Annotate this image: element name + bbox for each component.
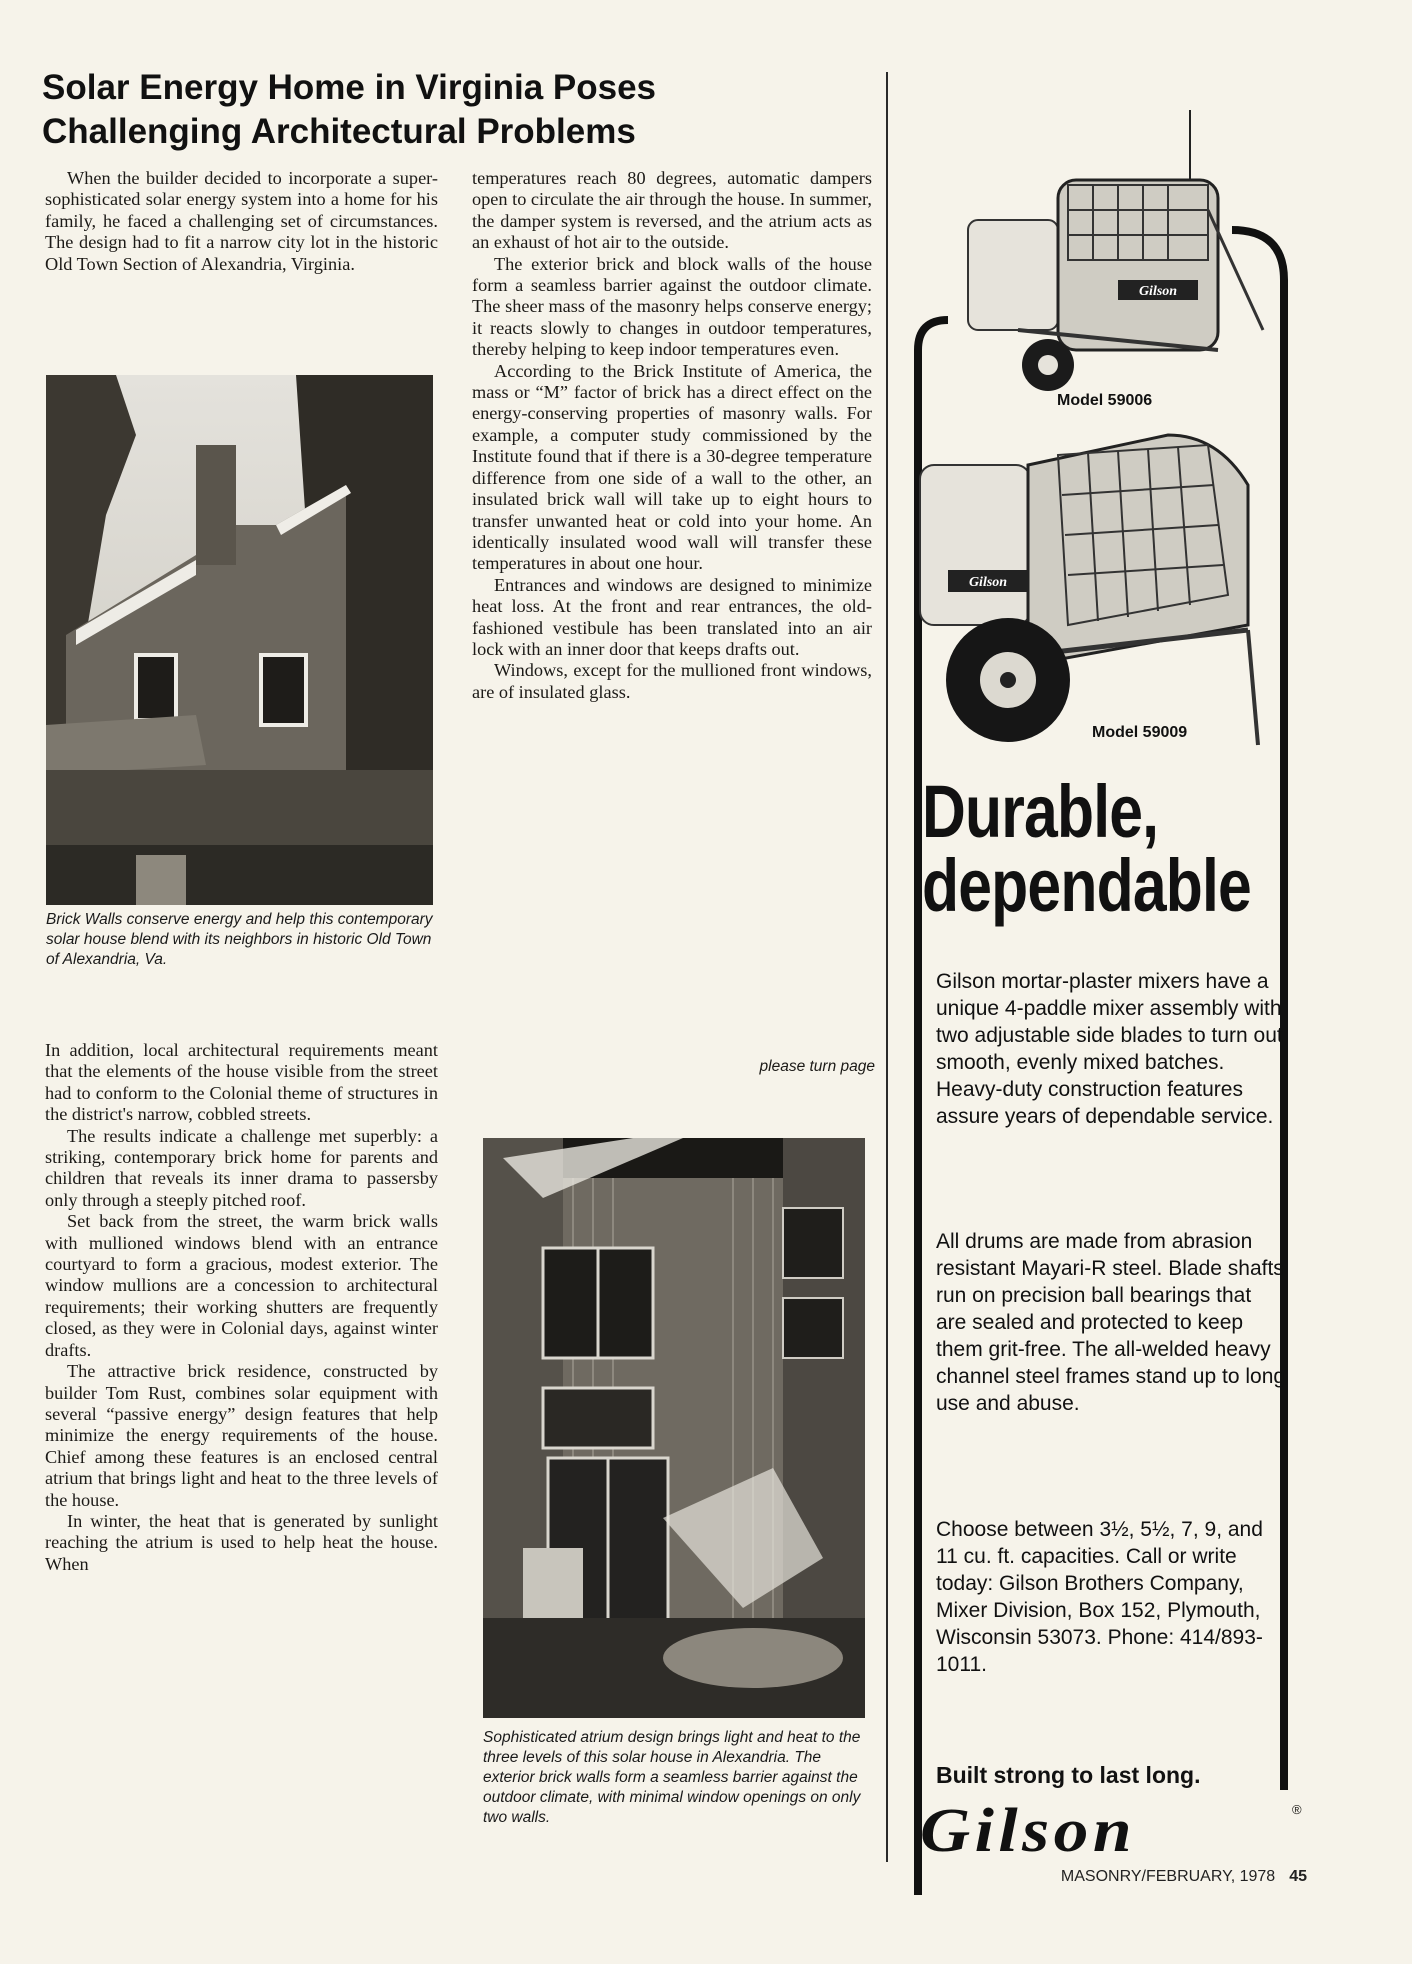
- article-column-1-top: [45, 168, 438, 275]
- headline-line-2: Challenging Architectural Problems: [42, 112, 636, 151]
- mixer-model-59009-illustration: [918, 425, 1288, 765]
- atrium-photo: [483, 1138, 865, 1718]
- ad-headline-line-2: dependable: [922, 844, 1251, 927]
- paragraph: In winter, the heat that is generated by sunlight reaching the atrium is used to help heat the house. When: [45, 1510, 438, 1574]
- publication-date: MASONRY/FEBRUARY, 1978: [1060, 1868, 1276, 1885]
- model-59006-label: Model 59006: [1057, 392, 1153, 409]
- registered-mark: ®: [1292, 1802, 1302, 1817]
- paragraph: The exterior brick and block walls of the house form a seamless barrier against the outdoor climate. The sheer mass of the masonry helps conserve energy; it reacts slowly to changes in outdoor temperatures, thereby helping to keep indoor temperatures even.: [472, 253, 872, 360]
- paragraph: temperatures reach 80 degrees, automatic dampers open to circulate the air through the house. In summer, the damper system is reversed, and the atrium acts as an exhaust of hot air to the outside.: [472, 168, 872, 253]
- mixer-1-brand-badge: Gilson: [1138, 284, 1178, 299]
- paragraph: Set back from the street, the warm brick walls with mullioned windows blend with an entrance courtyard to form a gracious, modest exterior. The window mullions are a concession to architectural requirements; their working shutters are frequently closed, as they were in Colonial days, against winter drafts.: [45, 1211, 438, 1360]
- turn-page-note: please turn page: [759, 1058, 875, 1075]
- photo-caption-2: Sophisticated atrium design brings light and heat to the three levels of this solar house in Alexandria. The exterior brick walls form a seamless barrier against the outdoor climate, with minimal window openings on only two walls.: [483, 1729, 861, 1826]
- paragraph: According to the Brick Institute of America, the mass or “M” factor of brick has a direct effect on the energy-conserving properties of masonry walls. For example, a computer study commissioned by the Institute found that if there is a 30-degree temperature difference from one side of a wall to the other, an insulated brick wall will take up to eight hours to transfer unwanted heat or cold into your home. An identically insulated wood wall will transfer these temperatures in about one hour.: [472, 360, 872, 574]
- ad-headline-line-1: Durable,: [922, 770, 1159, 853]
- paragraph: Entrances and windows are designed to minimize heat loss. At the front and rear entrances, the old-fashioned vestibule has been translated into an air lock with an inner door that keeps drafts out.: [472, 574, 872, 659]
- ad-contact-paragraph: Choose between 3½, 5½, 7, 9, and 11 cu. ft. capacities. Call or write today: Gilson Brothers Company, Mixer Division, Box 152, Plymouth, Wisconsin 53073. Phone: 414/893-1011.: [936, 1518, 1263, 1676]
- ad-headline: [922, 770, 1251, 927]
- article-column-2: [472, 168, 872, 703]
- page-number: 45: [1289, 1868, 1307, 1885]
- model-59009-label: Model 59009: [1092, 724, 1188, 741]
- gilson-logo: [920, 1797, 1310, 1865]
- brand-wordmark: Gilson: [920, 1797, 1136, 1865]
- brick-house-photo: [46, 375, 433, 905]
- mixer-model-59006-illustration: [918, 110, 1278, 410]
- ad-body-paragraph: Gilson mortar-plaster mixers have a unique 4-paddle mixer assembly with two adjustable side blades to turn out smooth, evenly mixed batches. Heavy-duty construction features assure years of dependable service.: [936, 970, 1283, 1128]
- column-divider: [886, 72, 888, 1862]
- paragraph: When the builder decided to incorporate a super-sophisticated solar energy system into a home for his family, he faced a challenging set of circumstances. The design had to fit a narrow city lot in the historic Old Town Section of Alexandria, Virginia.: [45, 168, 438, 274]
- article-headline: [42, 66, 882, 154]
- article-column-1-bottom: [45, 1040, 438, 1575]
- ad-body-paragraph: All drums are made from abrasion resistant Mayari-R steel. Blade shafts run on precision ball bearings that are sealed and protected to keep them grit-free. The all-welded heavy channel steel frames stand up to long use and abuse.: [936, 1230, 1286, 1415]
- mixer-2-brand-badge: Gilson: [968, 575, 1008, 590]
- paragraph: In addition, local architectural requirements meant that the elements of the house visible from the street had to conform to the Colonial theme of structures in the district's narrow, cobbled streets.: [45, 1040, 438, 1125]
- photo-caption-1: Brick Walls conserve energy and help this contemporary solar house blend with its neighbors in historic Old Town of Alexandria, Va.: [46, 911, 433, 968]
- page-footer: [1061, 1868, 1307, 1886]
- paragraph: The results indicate a challenge met superbly: a striking, contemporary brick home for parents and children that reveals its inner drama to passersby only through a steeply pitched roof.: [45, 1125, 438, 1210]
- paragraph: Windows, except for the mullioned front windows, are of insulated glass.: [472, 660, 872, 702]
- ad-tagline: Built strong to last long.: [936, 1762, 1201, 1788]
- paragraph: The attractive brick residence, constructed by builder Tom Rust, combines solar equipment with several “passive energy” design features that help minimize the energy requirements of the house. Chief among these features is an enclosed central atrium that brings light and heat to the three levels of the house.: [45, 1361, 438, 1510]
- headline-line-1: Solar Energy Home in Virginia Poses: [42, 68, 657, 107]
